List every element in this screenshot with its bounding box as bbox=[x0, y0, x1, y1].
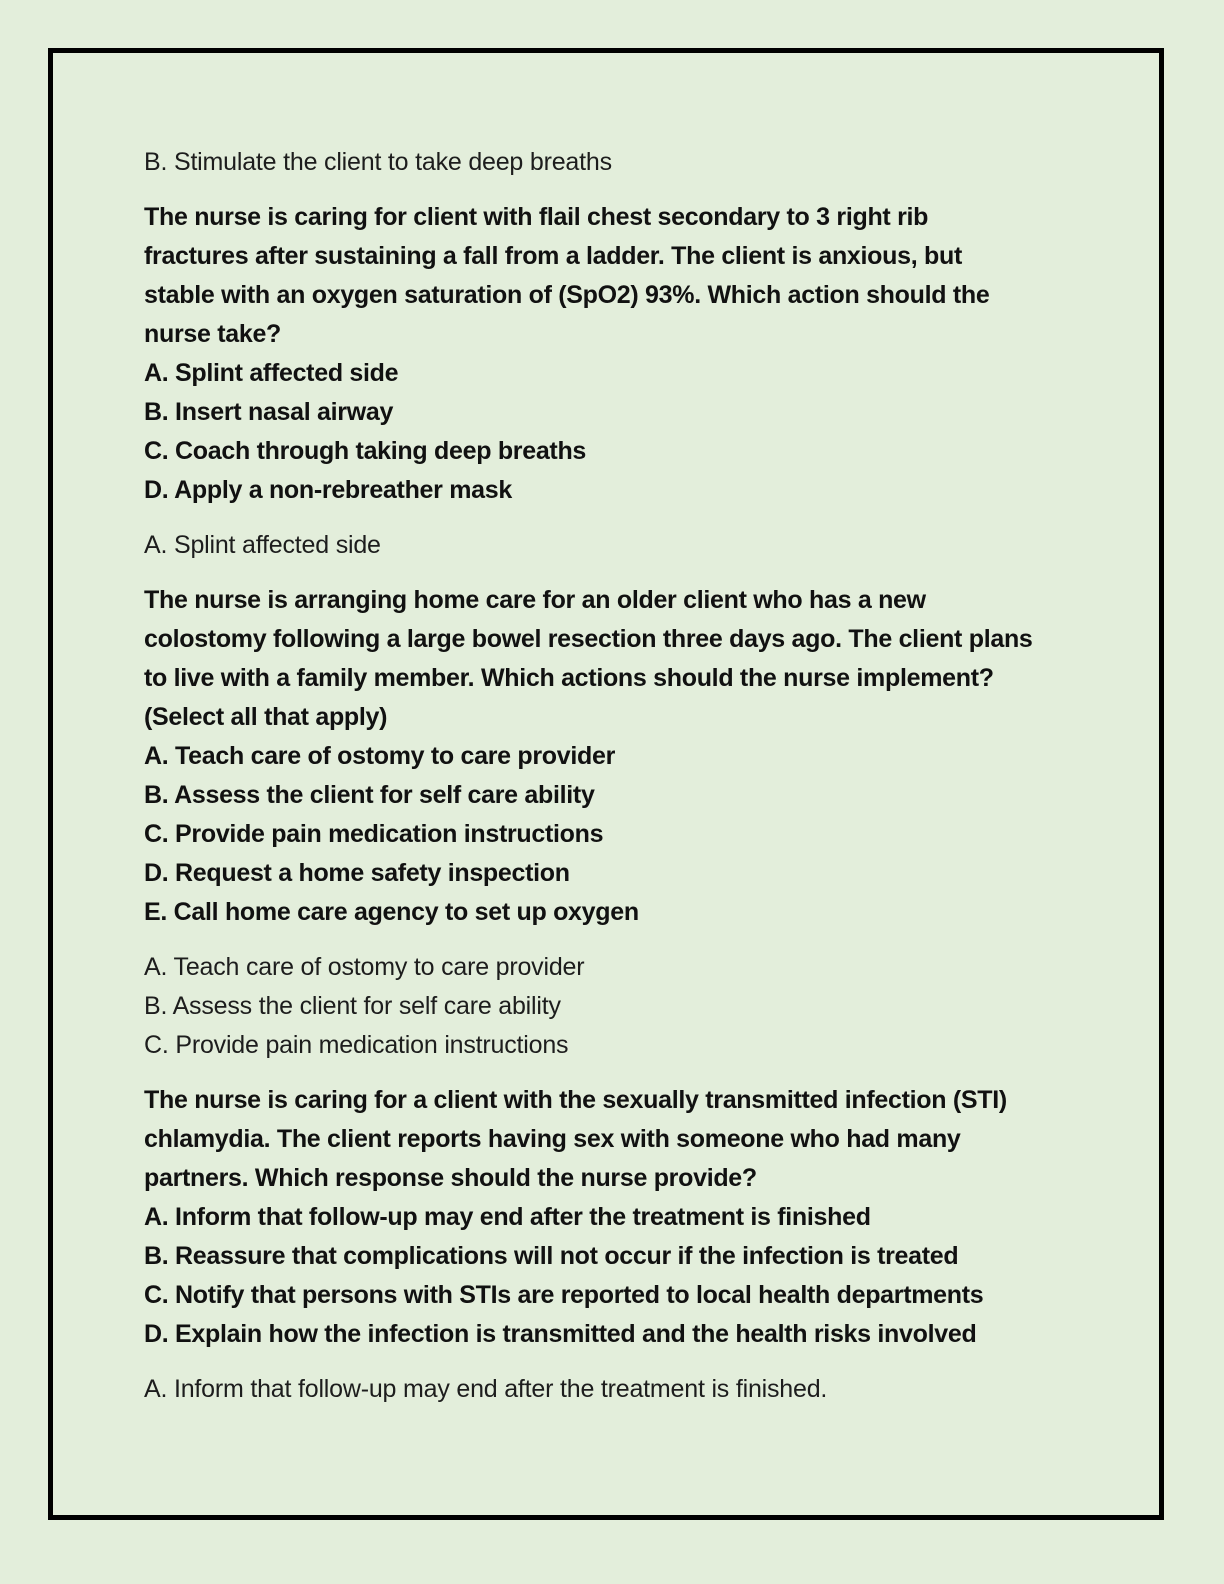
option-line: E. Call home care agency to set up oxygen bbox=[144, 898, 639, 926]
answer-block bbox=[144, 1370, 1104, 1409]
question-text-line: to live with a family member. Which actions should the nurse implement? bbox=[144, 664, 994, 692]
question-text-line: The nurse is caring for a client with the sexually transmitted infection (STI) bbox=[144, 1086, 1007, 1114]
answer-line: A. Splint affected side bbox=[144, 531, 381, 559]
answer-line: B. Stimulate the client to take deep breaths bbox=[144, 148, 612, 176]
option-line: C. Notify that persons with STIs are reported to local health departments bbox=[144, 1281, 984, 1309]
question-text-line: nurse take? bbox=[144, 320, 282, 348]
option-line: D. Explain how the infection is transmitted and the health risks involved bbox=[144, 1320, 977, 1348]
option-line: A. Splint affected side bbox=[144, 359, 399, 387]
option-line: D. Apply a non-rebreather mask bbox=[144, 476, 512, 504]
option-line: B. Insert nasal airway bbox=[144, 398, 394, 426]
answer-block bbox=[144, 526, 1104, 565]
option-line: C. Provide pain medication instructions bbox=[144, 820, 604, 848]
question-text-line: colostomy following a large bowel resection three days ago. The client plans bbox=[144, 625, 1033, 653]
answer-line: A. Teach care of ostomy to care provider bbox=[144, 953, 585, 981]
option-line: B. Reassure that complications will not occur if the infection is treated bbox=[144, 1242, 959, 1270]
answer-line: C. Provide pain medication instructions bbox=[144, 1031, 569, 1059]
question-text-line: The nurse is caring for client with flail chest secondary to 3 right rib bbox=[144, 203, 929, 231]
question-text-line: stable with an oxygen saturation of (SpO2) 93%. Which action should the bbox=[144, 281, 990, 309]
question-block bbox=[144, 1081, 1104, 1354]
answer-block bbox=[144, 143, 1104, 182]
option-line: A. Inform that follow-up may end after the treatment is finished bbox=[144, 1203, 871, 1231]
question-text-line: partners. Which response should the nurse provide? bbox=[144, 1164, 757, 1192]
question-text-line: The nurse is arranging home care for an older client who has a new bbox=[144, 586, 926, 614]
question-text-line: chlamydia. The client reports having sex with someone who had many bbox=[144, 1125, 961, 1153]
question-text-line: fractures after sustaining a fall from a ladder. The client is anxious, but bbox=[144, 242, 962, 270]
option-line: B. Assess the client for self care ability bbox=[144, 781, 595, 809]
answer-line: A. Inform that follow-up may end after the treatment is finished. bbox=[144, 1375, 828, 1403]
answer-line: B. Assess the client for self care ability bbox=[144, 992, 561, 1020]
question-block bbox=[144, 581, 1104, 932]
question-text-line: (Select all that apply) bbox=[144, 703, 388, 731]
option-line: D. Request a home safety inspection bbox=[144, 859, 570, 887]
question-block bbox=[144, 198, 1104, 510]
document-content bbox=[144, 143, 1104, 1409]
answer-block bbox=[144, 948, 1104, 1065]
option-line: A. Teach care of ostomy to care provider bbox=[144, 742, 616, 770]
option-line: C. Coach through taking deep breaths bbox=[144, 437, 587, 465]
